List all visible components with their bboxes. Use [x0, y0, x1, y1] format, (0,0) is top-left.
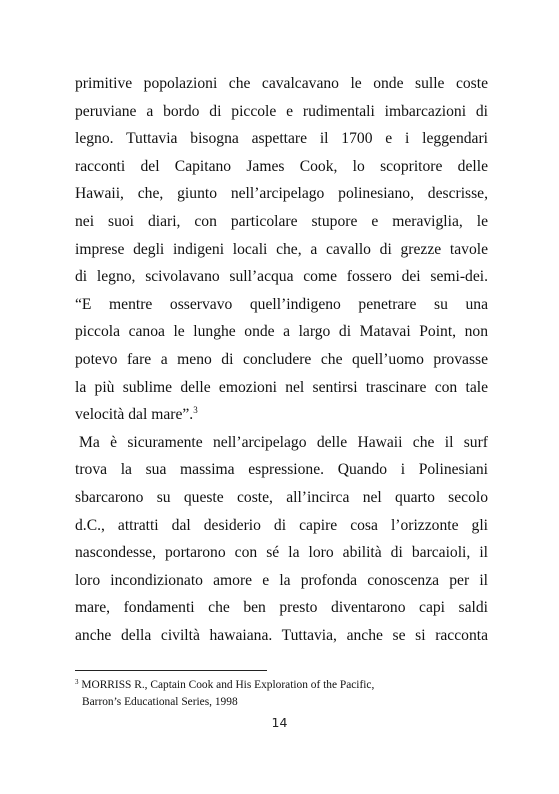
text-line: nascondesse, portarono con sé la loro abilità di barcaioli, il: [75, 544, 488, 562]
footnote-line-continued: Barron’s Educational Series, 1998: [82, 696, 238, 708]
footnote-marker: 3: [75, 678, 79, 686]
text-line: legno. Tuttavia bisogna aspettare il 1700 e i leggendari: [75, 130, 488, 148]
text-line: d.C., attratti dal desiderio di capire cosa l’orizzonte gli: [75, 516, 488, 534]
footnote-line: [75, 677, 495, 694]
footnote-separator: [75, 670, 267, 671]
text-line: nei suoi diari, con particolare stupore e meraviglia, le: [75, 212, 488, 230]
text-line: anche della civiltà hawaiana. Tuttavia, anche se si racconta: [75, 626, 488, 644]
body-text: [75, 70, 488, 649]
text-line: mare, fondamenti che ben presto diventarono capi saldi: [75, 599, 488, 617]
text-line: racconti del Capitano James Cook, lo scopritore delle: [75, 157, 488, 175]
text-line: piccola canoa le lunghe onde a largo di Matavai Point, non: [75, 323, 488, 341]
text-line-with-footnote-ref: [75, 401, 488, 429]
text-line: “E mentre osservavo quell’indigeno penetrare su una: [75, 295, 488, 313]
text-line: la più sublime delle emozioni nel sentirsi trascinare con tale: [75, 378, 488, 396]
footnote-reference[interactable]: 3: [193, 405, 198, 416]
text-line: Ma è sicuramente nell’arcipelago delle Hawaii che il surf: [79, 433, 488, 451]
quote-ending: velocità dal mare”.: [75, 406, 194, 424]
page-number: 14: [271, 715, 288, 730]
footnote-citation: MORRISS R., Captain Cook and His Exploration of the Pacific,: [81, 679, 375, 691]
text-line: di legno, scivolavano sull’acqua come fossero dei semi-dei.: [75, 268, 488, 286]
text-line: imprese degli indigeni locali che, a cavallo di grezze tavole: [75, 240, 488, 258]
text-line: loro incondizionato amore e la profonda conoscenza per il: [75, 571, 488, 589]
text-line: primitive popolazioni che cavalcavano le onde sulle coste: [75, 75, 488, 92]
text-line: Hawaii, che, giunto nell’arcipelago polinesiano, descrisse,: [75, 185, 488, 203]
text-line: potevo fare a meno di concludere che quell’uomo provasse: [75, 350, 488, 368]
footnote: [75, 677, 495, 711]
text-line: sbarcarono su queste coste, all’incirca nel quarto secolo: [75, 488, 488, 506]
text-line: peruviane a bordo di piccole e rudimentali imbarcazioni di: [75, 102, 488, 120]
text-line: trova la sua massima espressione. Quando i Polinesiani: [75, 461, 488, 479]
